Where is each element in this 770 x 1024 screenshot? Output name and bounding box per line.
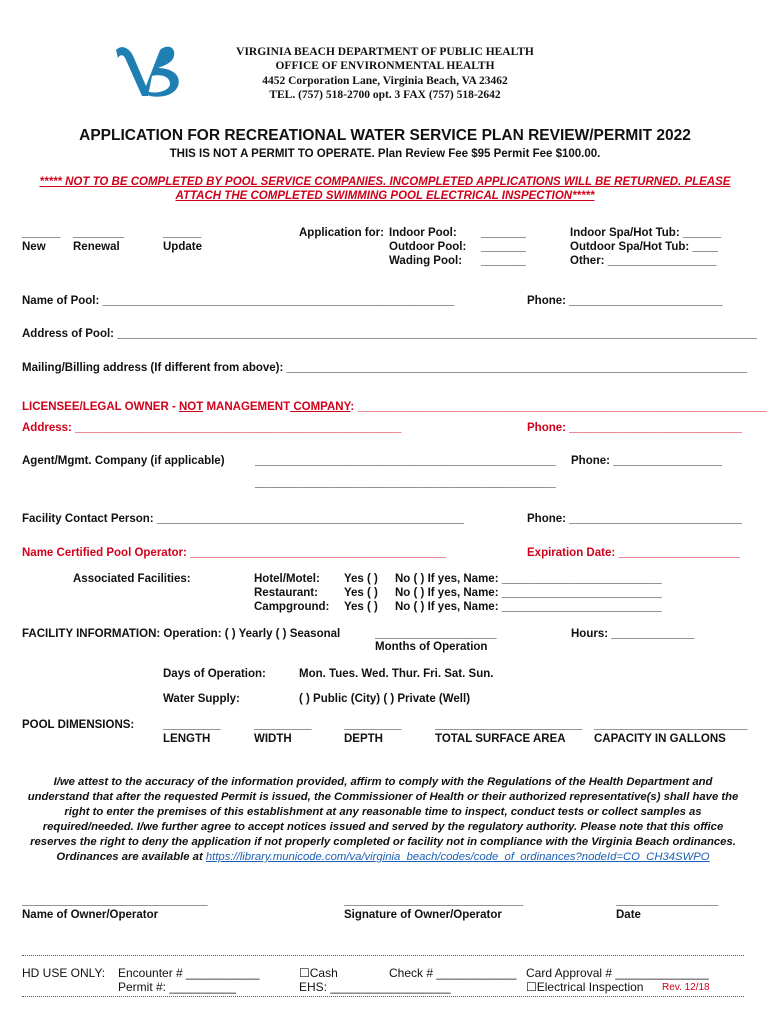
new-label: New: [22, 241, 46, 253]
campground-no-option[interactable]: No ( ) If yes, Name: _________________________: [395, 601, 662, 613]
associated-facilities-label: Associated Facilities:: [73, 573, 191, 585]
electrical-inspection-checkbox[interactable]: ☐Electrical Inspection: [526, 980, 644, 994]
days-options[interactable]: Mon. Tues. Wed. Thur. Fri. Sat. Sun.: [299, 668, 494, 680]
date-label: Date: [616, 909, 641, 921]
dept-name: VIRGINIA BEACH DEPARTMENT OF PUBLIC HEALTH: [236, 46, 534, 58]
office-name: OFFICE OF ENVIRONMENTAL HEALTH: [275, 60, 495, 72]
operation-options[interactable]: FACILITY INFORMATION: Operation: ( ) Yearly ( ) Seasonal: [22, 628, 341, 640]
pool-operator-field[interactable]: Name Certified Pool Operator: ________________________________________: [22, 547, 446, 559]
office-use-bottom-border: [22, 996, 744, 997]
days-label: Days of Operation:: [163, 668, 266, 680]
outdoor-spa-field[interactable]: Outdoor Spa/Hot Tub: ____: [570, 241, 719, 253]
application-for-label: Application for:: [299, 227, 384, 239]
ehs-field[interactable]: EHS: __________________: [299, 980, 451, 994]
warning-line-1: ***** NOT TO BE COMPLETED BY POOL SERVICE COMPANIES. INCOMPLETED APPLICATIONS WILL BE RETURNED. PLEASE: [39, 176, 731, 188]
hours-field[interactable]: Hours: _____________: [571, 628, 695, 640]
months-blank[interactable]: ___________________: [375, 628, 497, 640]
wading-pool-blank[interactable]: _______: [481, 255, 526, 267]
form-subtitle: THIS IS NOT A PERMIT TO OPERATE. Plan Review Fee $95 Permit Fee $100.00.: [169, 148, 601, 160]
contact-person-field[interactable]: Facility Contact Person: ________________________________________________: [22, 513, 464, 525]
revision-label: Rev. 12/18: [662, 982, 710, 993]
licensee-address-field[interactable]: Address: ___________________________________________________: [22, 422, 402, 434]
restaurant-no-option[interactable]: No ( ) If yes, Name: _________________________: [395, 587, 662, 599]
other-field[interactable]: Other: _________________: [570, 255, 717, 267]
capacity-label: CAPACITY IN GALLONS: [594, 733, 726, 745]
outdoor-pool-label: Outdoor Pool:: [389, 241, 467, 253]
expiration-date-field[interactable]: Expiration Date: ___________________: [527, 547, 740, 559]
indoor-pool-blank[interactable]: _______: [481, 227, 526, 239]
campground-label: Campground:: [254, 601, 330, 613]
card-approval-field[interactable]: Card Approval # ______________: [526, 966, 709, 980]
capacity-blank[interactable]: ________________________: [594, 719, 748, 731]
update-label: Update: [163, 241, 202, 253]
warning-line-2: ATTACH THE COMPLETED SWIMMING POOL ELECTRICAL INSPECTION*****: [175, 190, 595, 202]
signature-label: Signature of Owner/Operator: [344, 909, 502, 921]
agent-label: Agent/Mgmt. Company (if applicable): [22, 455, 225, 467]
date-line[interactable]: ________________: [616, 895, 719, 907]
renewal-label: Renewal: [73, 241, 120, 253]
renewal-blank[interactable]: ________: [73, 227, 125, 239]
pool-address-field[interactable]: Address of Pool: ____________________________________________________________________________________________________: [22, 328, 757, 340]
hotel-no-option[interactable]: No ( ) If yes, Name: _________________________: [395, 573, 662, 585]
mailing-address-field[interactable]: Mailing/Billing address (If different from above): ________________________________________________________________________: [22, 362, 748, 374]
surface-area-label: TOTAL SURFACE AREA: [435, 733, 566, 745]
cash-checkbox[interactable]: ☐Cash: [299, 966, 338, 980]
ordinances-link[interactable]: https://library.municode.com/va/virginia_beach/codes/code_of_ordinances?nodeId=CO_CH34SWPO: [205, 851, 710, 863]
attestation-text: I/we attest to the accuracy of the information provided, affirm to comply with the Regulations of the Health Department and understand that after the requested Permit is issued, the Commissioner of Health or their authorized representative(s) shall have the right to enter the premises of this establishment at any reasonable time to inspect, conduct tests or collect samples as required/needed. I/we further agree to accept notices issued and served by the regulatory authority. Please note that this office reserves the right to deny the application if not properly completed or facility not in compliance with the Virginia Beach ordinances. Ordinances are available at https://library.municode.com/va/virginia_beach/codes/code_of_ordinances?nodeId=CO_CH34SWPO: [27, 776, 739, 863]
form-title: APPLICATION FOR RECREATIONAL WATER SERVICE PLAN REVIEW/PERMIT 2022: [79, 127, 691, 144]
agent-line-1[interactable]: _______________________________________________: [255, 455, 556, 467]
pool-name-field[interactable]: Name of Pool: _______________________________________________________: [22, 295, 455, 307]
licensee-phone-field[interactable]: Phone: ___________________________: [527, 422, 742, 434]
encounter-field[interactable]: Encounter # ___________: [118, 966, 260, 980]
owner-name-line[interactable]: _____________________________: [22, 895, 208, 907]
months-label: Months of Operation: [375, 641, 488, 653]
hd-use-label: HD USE ONLY:: [22, 966, 106, 980]
owner-name-label: Name of Owner/Operator: [22, 909, 159, 921]
permit-field[interactable]: Permit #: __________: [118, 980, 237, 994]
width-label: WIDTH: [254, 733, 292, 745]
contact-phone-field[interactable]: Phone: ___________________________: [527, 513, 742, 525]
outdoor-pool-blank[interactable]: _______: [481, 241, 526, 253]
licensee-field[interactable]: LICENSEE/LEGAL OWNER - NOT MANAGEMENT COMPANY: ________________________________________________________________: [22, 401, 767, 413]
restaurant-yes-option[interactable]: Yes ( ): [344, 587, 378, 599]
update-blank[interactable]: ______: [163, 227, 202, 239]
agent-line-2[interactable]: _______________________________________________: [255, 477, 556, 489]
indoor-spa-field[interactable]: Indoor Spa/Hot Tub: ______: [570, 227, 722, 239]
agent-phone-field[interactable]: Phone: _________________: [571, 455, 722, 467]
pool-phone-field[interactable]: Phone: ________________________: [527, 295, 723, 307]
office-address: 4452 Corporation Lane, Virginia Beach, VA 23462: [262, 75, 508, 87]
restaurant-label: Restaurant:: [254, 587, 318, 599]
new-blank[interactable]: ______: [22, 227, 61, 239]
indoor-pool-label: Indoor Pool:: [389, 227, 457, 239]
depth-label: DEPTH: [344, 733, 383, 745]
office-phone: TEL. (757) 518-2700 opt. 3 FAX (757) 518-2642: [269, 89, 501, 101]
check-field[interactable]: Check # ____________: [389, 966, 517, 980]
length-blank[interactable]: _________: [163, 719, 221, 731]
surface-area-blank[interactable]: _______________________: [435, 719, 583, 731]
depth-blank[interactable]: _________: [344, 719, 402, 731]
campground-yes-option[interactable]: Yes ( ): [344, 601, 378, 613]
hotel-label: Hotel/Motel:: [254, 573, 320, 585]
office-use-top-border: [22, 955, 744, 956]
pool-dimensions-label: POOL DIMENSIONS:: [22, 719, 135, 731]
length-label: LENGTH: [163, 733, 211, 745]
water-supply-options[interactable]: ( ) Public (City) ( ) Private (Well): [299, 693, 471, 705]
hotel-yes-option[interactable]: Yes ( ): [344, 573, 378, 585]
signature-line[interactable]: ____________________________: [344, 895, 524, 907]
wading-pool-label: Wading Pool:: [389, 255, 463, 267]
width-blank[interactable]: _________: [254, 719, 312, 731]
water-supply-label: Water Supply:: [163, 693, 240, 705]
